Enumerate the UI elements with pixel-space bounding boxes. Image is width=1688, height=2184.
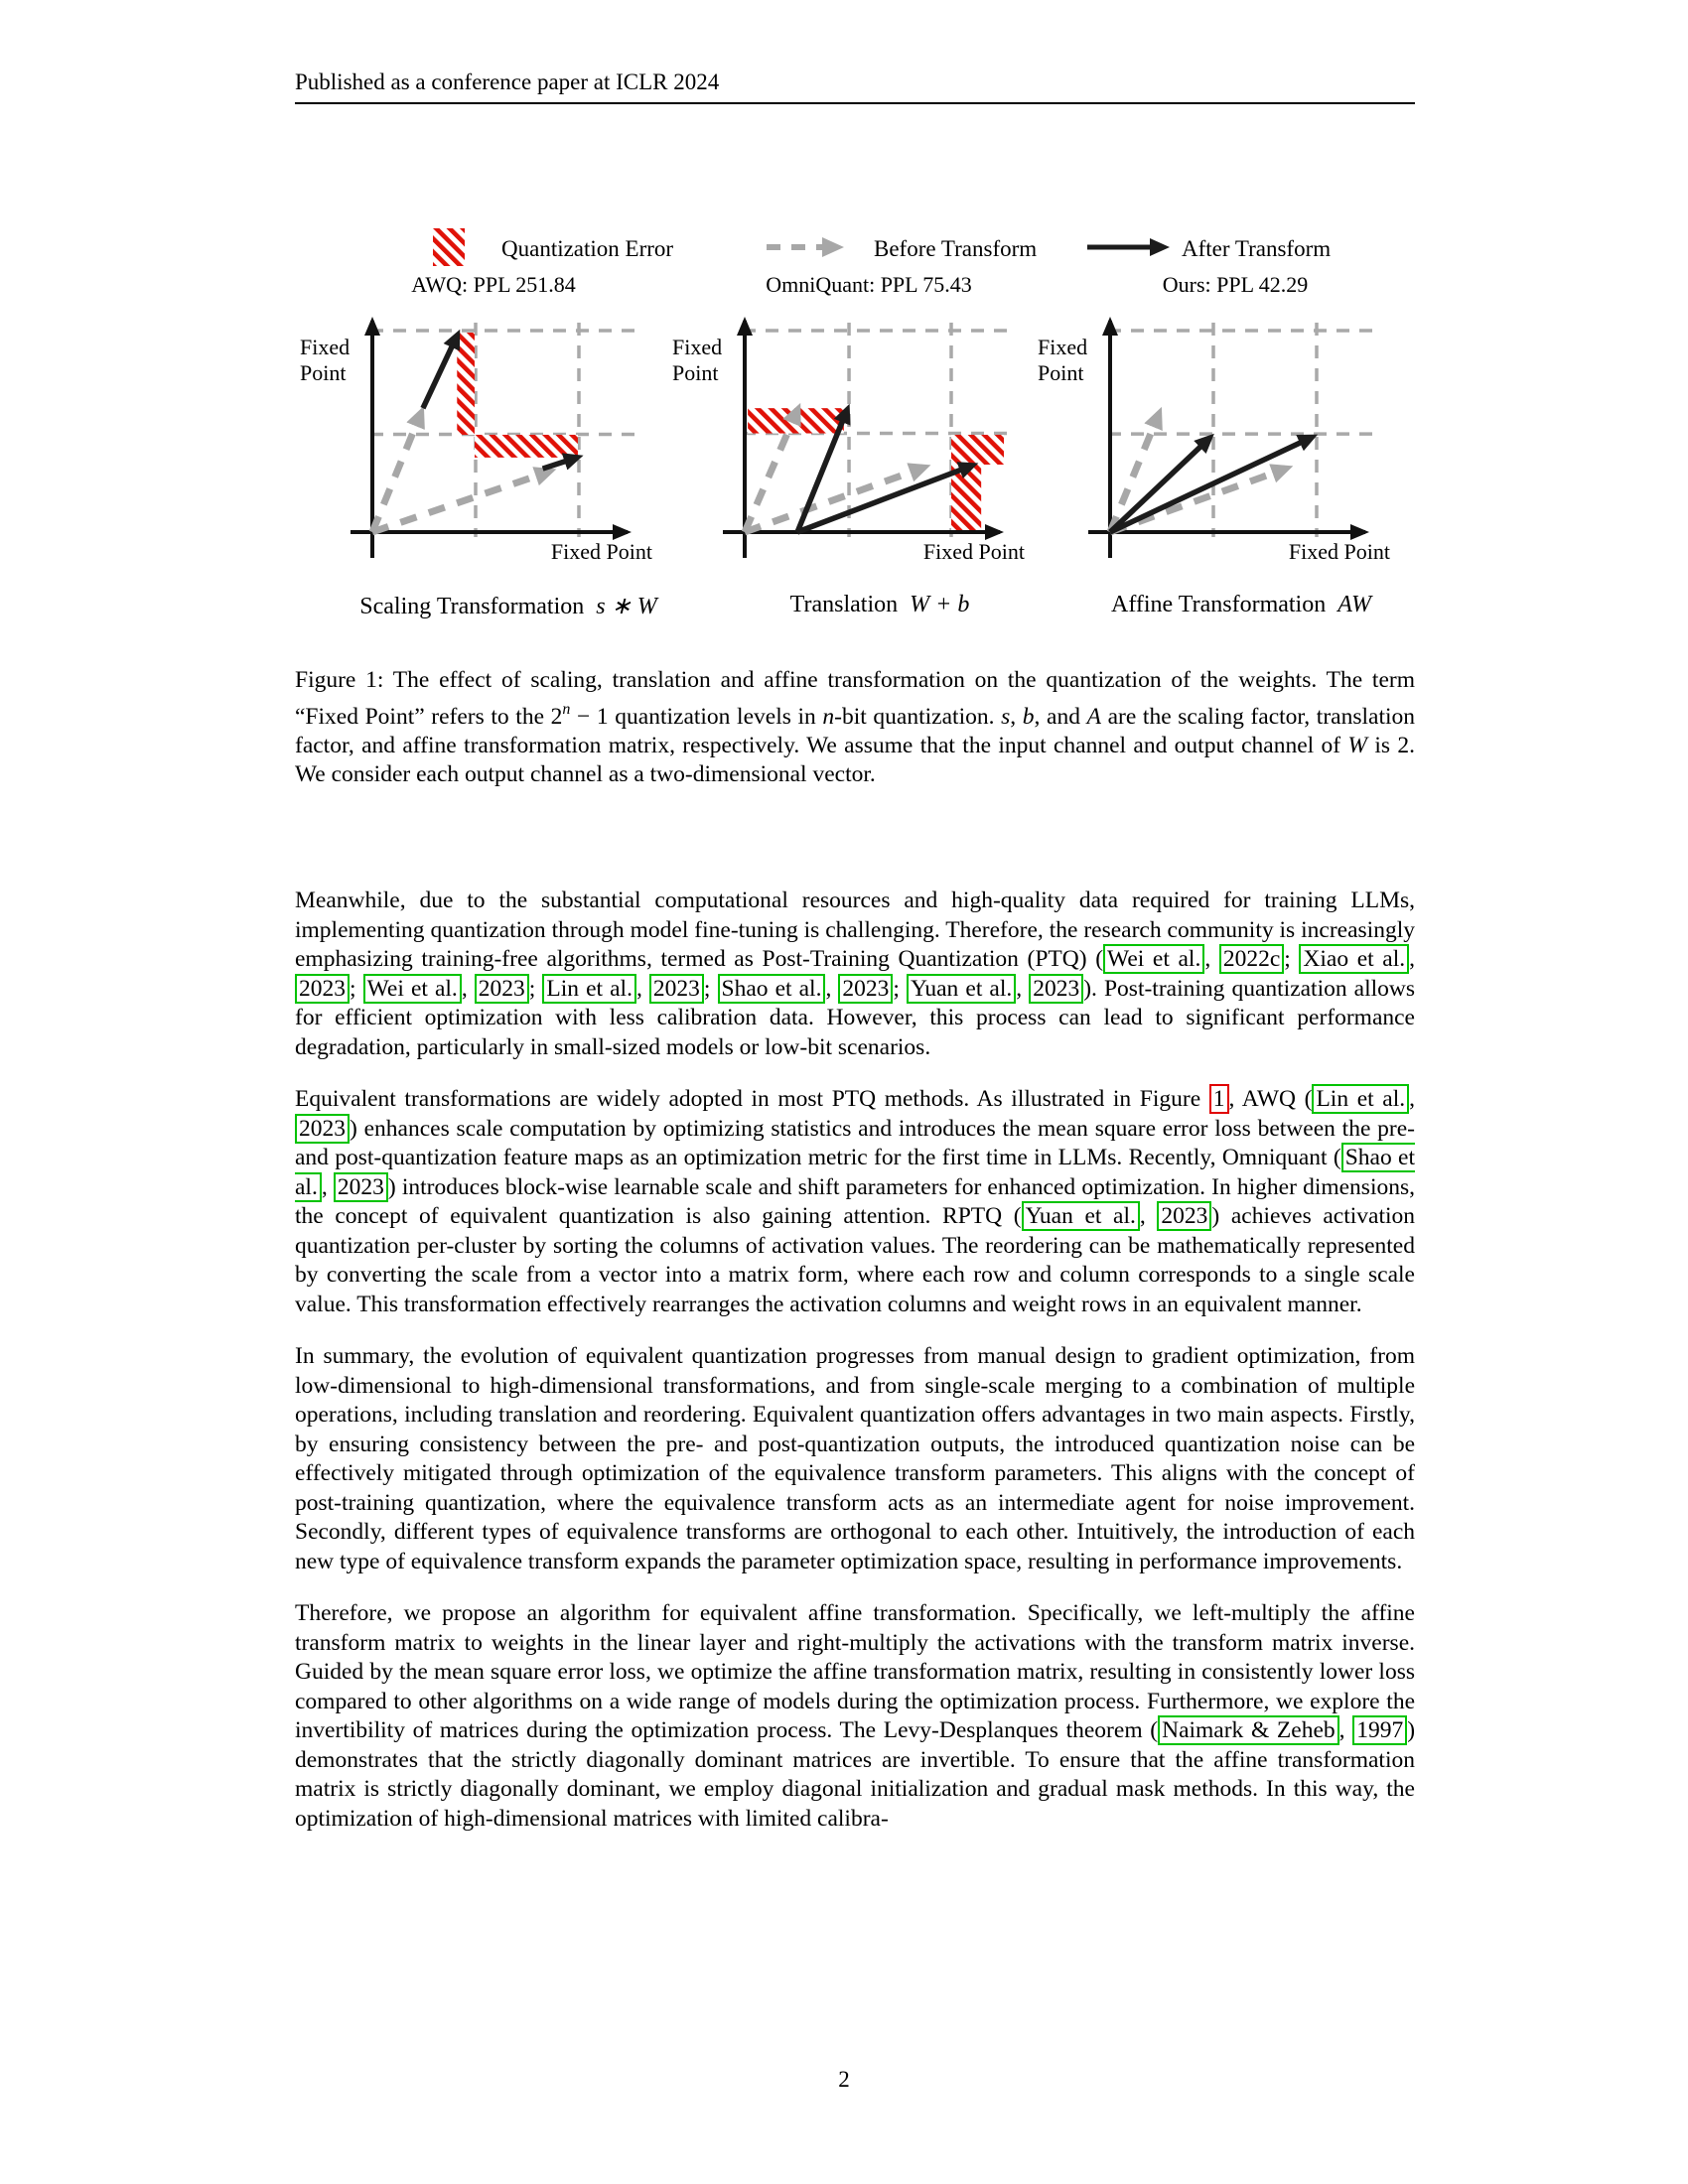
plot-caption-affine: Affine Transformation AW xyxy=(1111,592,1371,617)
y-axis-label: Fixed Point xyxy=(300,335,351,385)
plot-caption-scaling: Scaling Transformation s ∗ W xyxy=(359,594,657,619)
plot-caption-translation: Translation W + b xyxy=(789,592,970,617)
plot-ours xyxy=(1026,301,1403,577)
legend-label-after-transform: After Transform xyxy=(1182,236,1332,261)
plot-awq xyxy=(288,301,665,577)
x-axis-label: Fixed Point xyxy=(922,539,1025,564)
body-text xyxy=(295,887,1415,1856)
x-axis-label: Fixed Point xyxy=(1288,539,1390,564)
after-transform-arrow-icon xyxy=(1085,234,1185,260)
x-axis-label: Fixed Point xyxy=(550,539,652,564)
legend-item-quantization-error xyxy=(433,228,465,271)
legend-label-quantization-error: Quantization Error xyxy=(501,236,674,261)
plot-omniquant xyxy=(660,301,1038,577)
y-axis-label: Fixed Point xyxy=(1038,335,1088,385)
page-header: Published as a conference paper at ICLR 2024 xyxy=(295,69,720,94)
y-axis-label: Fixed Point xyxy=(672,335,723,385)
paragraph-3: In summary, the evolution of equivalent quantization progresses from manual design to gradient optimization, from low-dimensional to high-dimensional transformations, and from single-scale merging to a combination of multiple operations, including translation and reordering. Equivalent quantization offers advantages in two main aspects. Firstly, by ensuring consistency between the pre- and post-quantization outputs, the introduced quantization noise can be effectively mitigated through optimization of the equivalence transform parameters. This aligns with the concept of post-training quantization, where the equivalence transform acts as an intermediate agent for noise improvement. Secondly, different types of equivalence transforms are orthogonal to each other. Intuitively, the introduction of each new type of equivalence transform expands the parameter optimization space, resulting in performance improvements. xyxy=(295,1343,1415,1574)
paragraph-1: Meanwhile, due to the substantial computational resources and high-quality data required for training LLMs, implementing quantization through model fine-tuning is challenging. Therefore, the research community is increasingly emphasizing training-free algorithms, termed as Post-Training Quantization (PTQ) ( Wei et al. , 2022c ; Xiao et al. , 2023 ; Wei et al. , 2023 ; Lin et al. , 2023 ; Shao et al. , 2023 ; Yuan et al. , 2023 ). Post-training quantization allows for efficient optimization with less calibration data. However, this process can lead to significant performance degradation, particularly in small-sized models or low-bit scenarios. xyxy=(295,887,1416,1060)
plot-title-ours: Ours: PPL 42.29 xyxy=(1162,272,1309,297)
legend-label-before-transform: Before Transform xyxy=(874,236,1038,261)
plot-title-omniquant: OmniQuant: PPL 75.43 xyxy=(766,272,972,297)
page-number: 2 xyxy=(838,2067,850,2092)
before-transform-arrow-icon xyxy=(765,234,864,260)
quantization-error-hatch-icon xyxy=(433,228,465,266)
figure-caption: Figure 1: The effect of scaling, translation and affine transformation on the quantization of the weights. The term “Fixed Point” refers to the $2^n - 1$ quantization levels in n-bit quantization. s, b, and A are the scaling factor, translation factor, and affine transformation matrix, respectively. We assume that the input channel and output channel of W is 2. We consider each output channel as a two-dimensional vector. xyxy=(295,667,1416,788)
header-rule xyxy=(295,102,1415,104)
paragraph-4: Therefore, we propose an algorithm for equivalent affine transformation. Specifically, we left-multiply the affine transform matrix to weights in the linear layer and right-multiply the activations with the transform matrix inverse. Guided by the mean square error loss, we optimize the affine transformation matrix, resulting in consistently lower loss compared to other algorithms on a wide range of models during the optimization process. Furthermore, we explore the invertibility of matrices during the optimization process. The Levy-Desplanques theorem ( Naimark & Zeheb , 1997 ) demonstrates that the strictly diagonally dominant matrices are invertible. To ensure that the affine transformation matrix is strictly diagonally dominant, we employ diagonal initialization and gradual mask methods. In this way, the optimization of high-dimensional matrices with limited calibra- xyxy=(295,1600,1416,1832)
paragraph-2: Equivalent transformations are widely adopted in most PTQ methods. As illustrated in Figure 1 , AWQ ( Lin et al. , 2023 ) enhances scale computation by optimizing statistics and introduces the mean square error loss between the pre- and post-quantization feature maps as an optimization metric for the first time in LLMs. Recently, Omniquant ( Shao et al. , 2023 ) introduces block-wise learnable scale and shift parameters for enhanced optimization. In higher dimensions, the concept of equivalent quantization is also gaining attention. RPTQ ( Yuan et al. , 2023 ) achieves activation quantization per-cluster by sorting the columns of activation values. The reordering can be mathematically represented by converting the scale from a vector into a matrix form, where each row and column corresponds to a single scale value. This transformation effectively rearranges the activation columns and weight rows in an equivalent manner. xyxy=(295,1086,1416,1317)
plot-title-awq: AWQ: PPL 251.84 xyxy=(411,272,576,297)
